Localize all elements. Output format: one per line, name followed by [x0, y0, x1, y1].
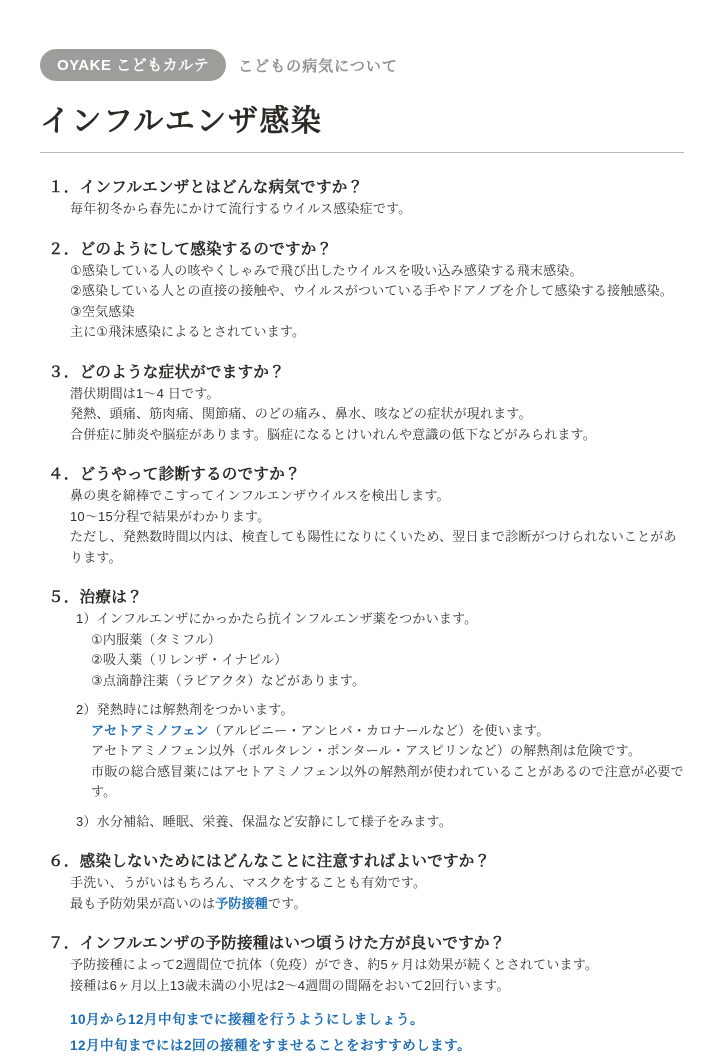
- question-4-heading: ４．どうやって診断するのですか？: [48, 466, 301, 483]
- answer-line: 3）水分補給、睡眠、栄養、保温など安静にして様子をみます。: [76, 813, 452, 829]
- answer-line: ②吸入薬（リレンザ・イナビル）: [91, 652, 288, 667]
- answer-line: ①内服薬（タミフル）: [91, 631, 222, 647]
- question-2-body: [70, 261, 684, 343]
- title-divider: [40, 152, 684, 153]
- question-7-heading: ７．インフルエンザの予防接種はいつ頃うけた方が良いですか？: [48, 935, 506, 952]
- question-7-body: [70, 955, 684, 1059]
- answer-line: 発熱、頭痛、筋肉痛、関節痛、のどの痛み、鼻水、咳などの症状が現れます。: [70, 406, 532, 421]
- question-1-body: [70, 199, 684, 220]
- question-5-heading: ５．治療は？: [48, 589, 143, 606]
- acetaminophen-highlight: アセトアミノフェン: [91, 722, 209, 738]
- recommendation-line: 10月から12月中旬までに接種を行うようにしましょう。: [70, 1012, 425, 1027]
- header: [40, 50, 684, 80]
- answer-line: 市販の総合感冒薬にはアセトアミノフェン以外の解熱剤が使われていることがあるので注意が必要です。: [91, 763, 684, 799]
- answer-line: 1）インフルエンザにかっかたら抗インフルエンザ薬をつかいます。: [76, 611, 478, 626]
- section-how-it-spreads: [40, 239, 684, 343]
- answer-line: [70, 894, 684, 915]
- question-3-heading: ３．どのような症状がでますか？: [48, 363, 286, 381]
- answer-line: アセトアミノフェン以外（ボルタレン・ポンタール・アスピリンなど）の解熱剤は危険です。: [91, 743, 642, 758]
- answer-line: ②感染している人との直接の接触や、ウイルスがついている手やドアノブを介して感染する接触感染。: [70, 283, 674, 298]
- answer-line: ③点滴静注薬（ラビアクタ）などがあります。: [91, 672, 366, 688]
- answer-line-rest: （アルビニー・アンヒバ・カロナールなど）を使います。: [208, 722, 550, 738]
- question-1-heading: １．インフルエンザとはどんな病気ですか？: [48, 179, 364, 196]
- section-treatment: [40, 587, 684, 832]
- section-diagnosis: [40, 464, 684, 568]
- answer-line: 鼻の奥を綿棒でこすってインフルエンザウイルスを検出します。: [70, 488, 450, 503]
- answer-line: [91, 721, 684, 742]
- answer-line: 接種は6ヶ月以上13歳未満の小児は2〜4週間の間隔をおいて2回行います。: [70, 977, 510, 993]
- content: [40, 177, 684, 1059]
- section-what-is-influenza: [40, 177, 684, 220]
- section-prevention: [40, 851, 684, 914]
- page-title: インフルエンザ感染: [40, 105, 323, 138]
- brand-badge: OYAKE こどもカルテ: [40, 49, 226, 81]
- answer-line: 10〜15分程で結果がわかります。: [70, 508, 271, 524]
- section-vaccination-timing: [40, 933, 684, 1059]
- vaccination-highlight: 予防接種: [215, 895, 269, 911]
- answer-line: 潜伏期間は1〜4 日です。: [70, 385, 220, 401]
- question-6-heading: ６．感染しないためにはどんなことに注意すればよいですか？: [48, 853, 491, 870]
- question-3-body: [70, 384, 684, 446]
- answer-line: 手洗い、うがいはもちろん、マスクをすることも有効です。: [70, 875, 427, 890]
- answer-line: ③空気感染: [70, 303, 135, 319]
- answer-line: 2）発熱時には解熱剤をつかいます。: [76, 702, 294, 717]
- question-4-body: [70, 486, 684, 568]
- recommendation-line: 12月中旬までには2回の接種をすませることをおすすめします。: [70, 1038, 472, 1053]
- answer-line: ①感染している人の咳やくしゃみで飛び出したウイルスを吸い込み感染する飛末感染。: [70, 262, 583, 278]
- answer-line: 予防接種によって2週間位で抗体（免疫）ができ、約5ヶ月は効果が続くとされています。: [70, 957, 599, 972]
- answer-line-pre: 最も予防効果が高いのは: [70, 895, 216, 911]
- question-6-body: [70, 873, 684, 914]
- question-5-body: [70, 609, 684, 832]
- answer-line: 毎年初冬から春先にかけて流行するウイルス感染症です。: [70, 201, 412, 216]
- section-symptoms: [40, 362, 684, 446]
- answer-line: 主に①飛沫感染によるとされています。: [70, 324, 306, 339]
- answer-line: 合併症に肺炎や脳症があります。脳症になるとけいれんや意識の低下などがみられます。: [70, 426, 596, 442]
- question-2-heading: ２．どのようにして感染するのですか？: [48, 240, 333, 258]
- answer-line-post: です。: [268, 895, 307, 911]
- vaccination-recommendation: [70, 1007, 684, 1059]
- header-tagline: こどもの病気について: [238, 57, 398, 75]
- answer-line: ただし、発熱数時間以内は、検査しても陽性になりにくいため、翌日まで診断がつけられないことがあります。: [70, 529, 677, 565]
